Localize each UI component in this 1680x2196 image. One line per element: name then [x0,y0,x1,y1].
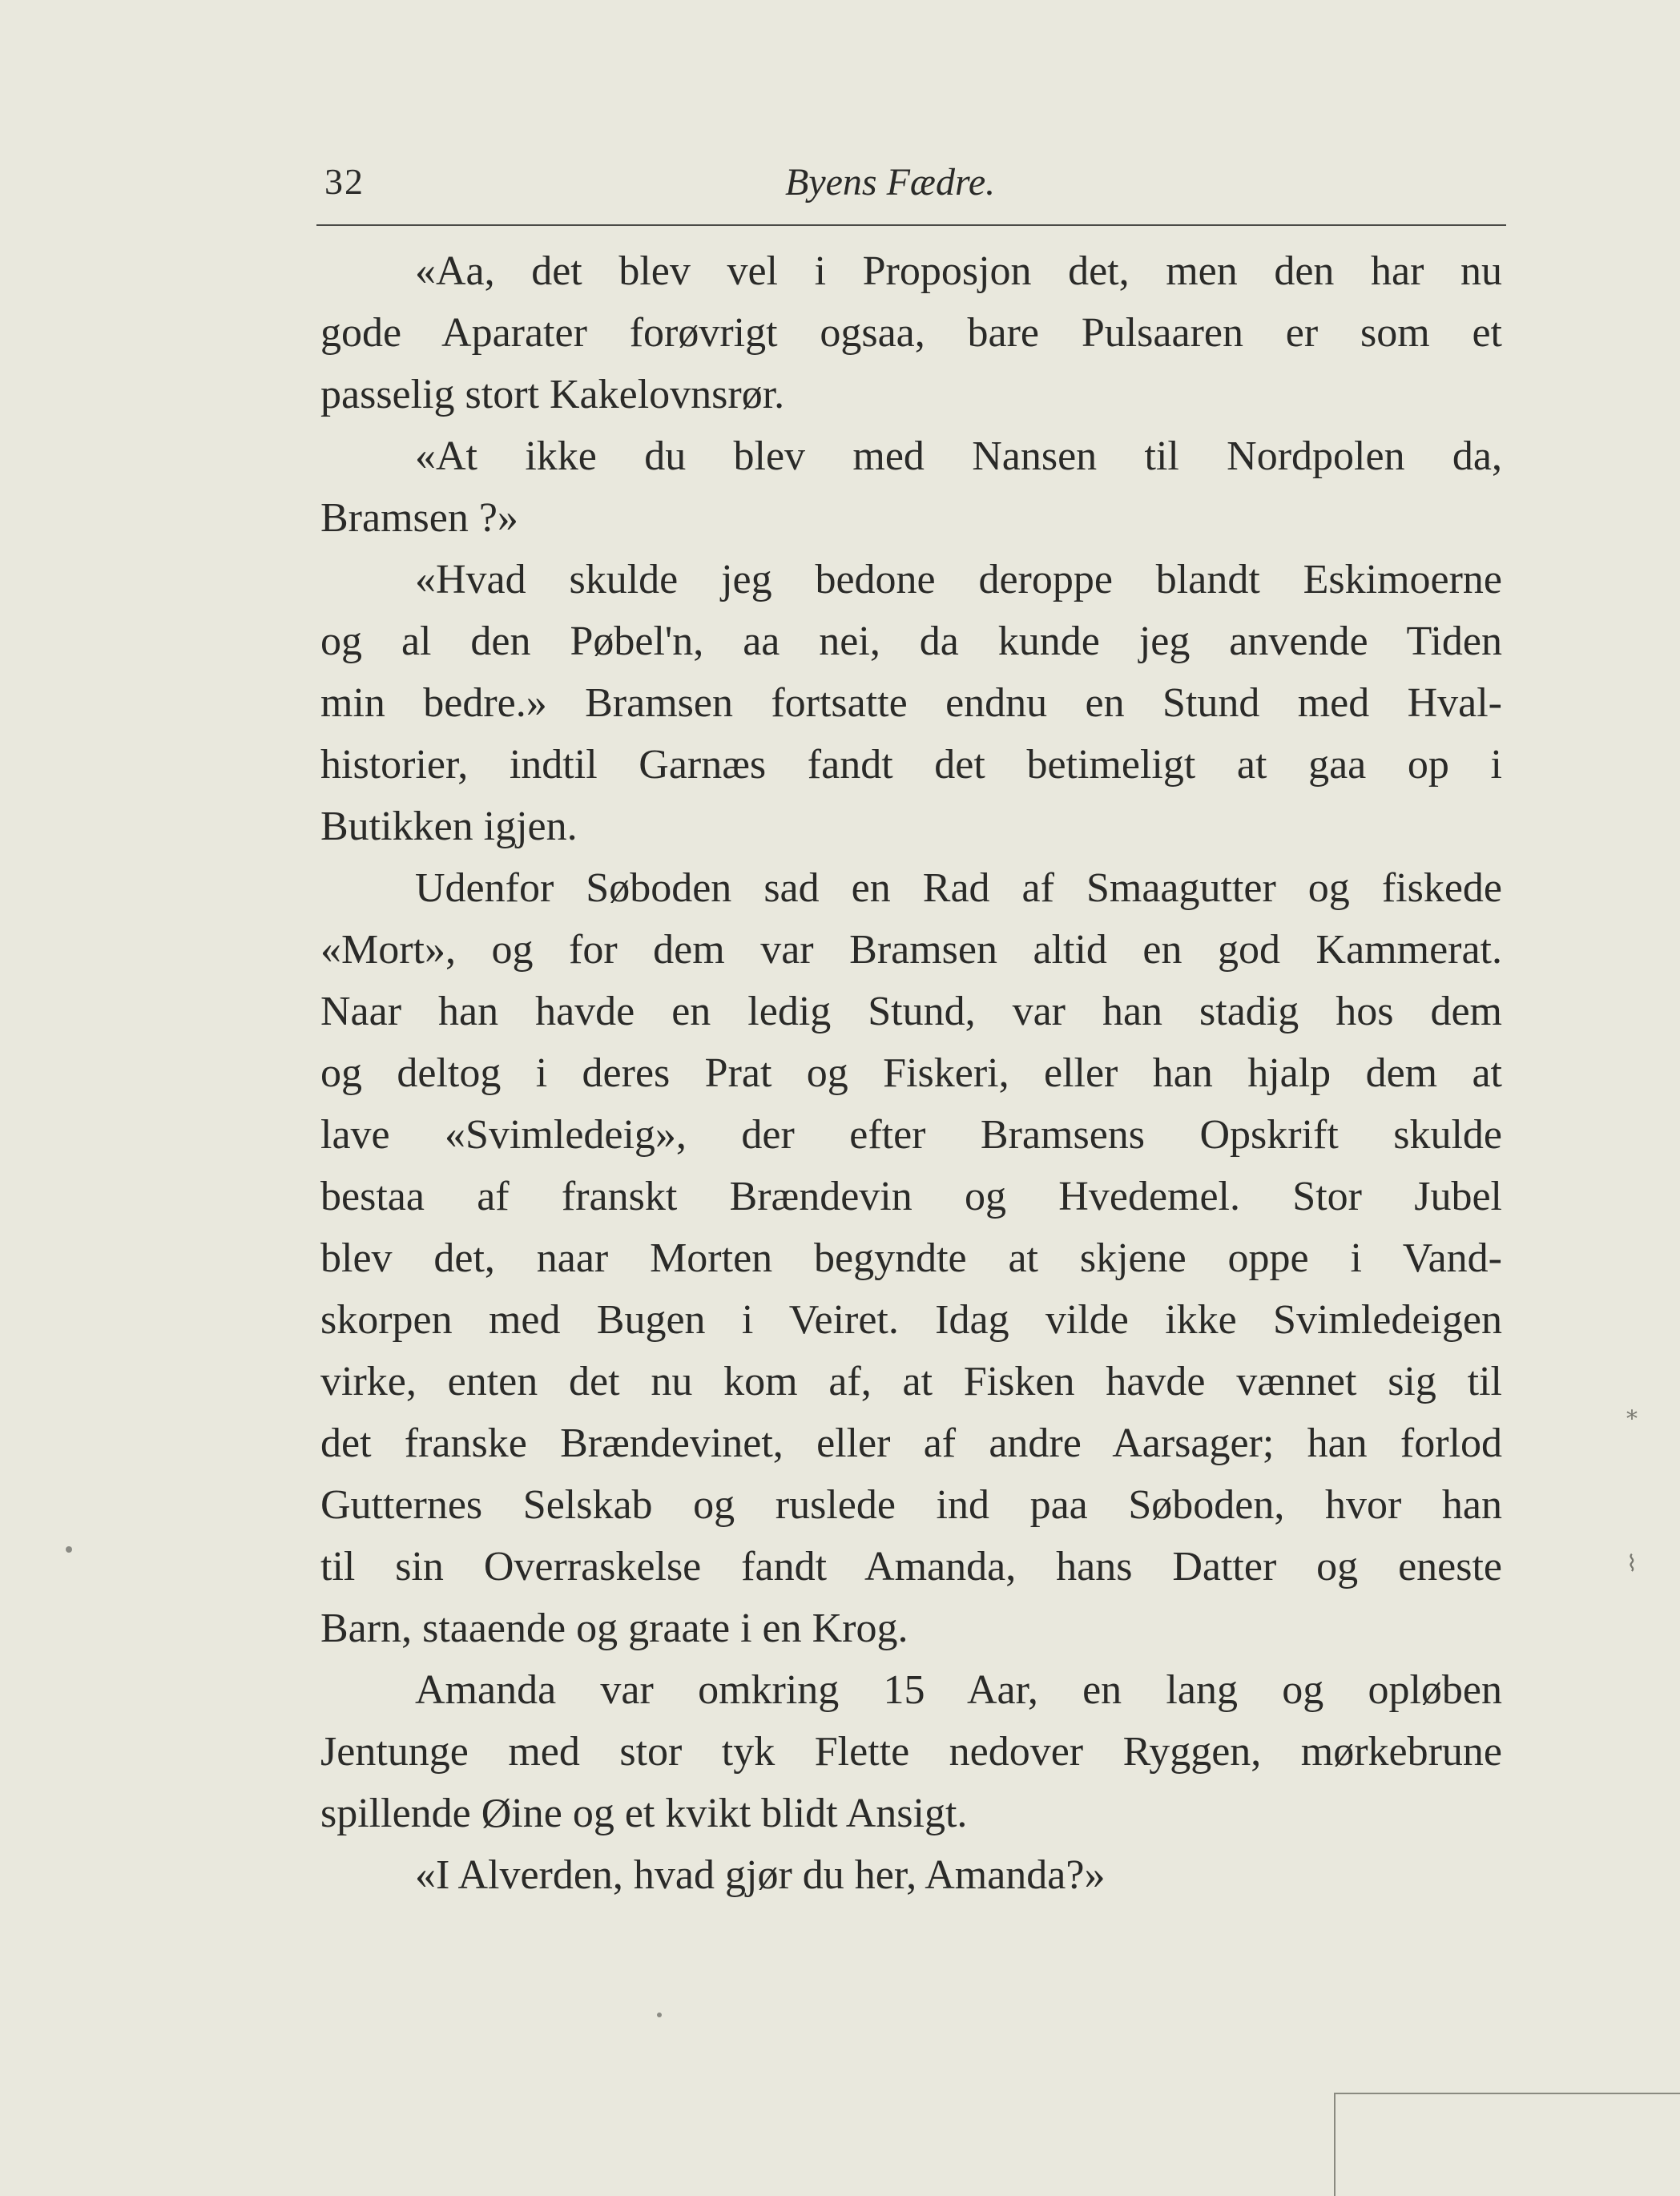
page-number: 32 [324,161,365,202]
text-line: «Hvad skulde jeg bedone deroppe blandt Eskimoerne [415,557,1502,602]
text-line: «Mort», og for dem var Bramsen altid en god Kammerat. [320,927,1502,973]
text-line: Udenfor Søboden sad en Rad af Smaagutter og fiskede [415,865,1502,911]
text-line: historier, indtil Garnæs fandt det betimeligt at gaa op i [320,742,1502,788]
text-line: gode Aparater forøvrigt ogsaa, bare Pulsaaren er som et [320,310,1502,356]
text-line: spillende Øine og et kvikt blidt Ansigt. [320,1791,968,1836]
body-text [320,240,1502,1906]
text-line: Barn, staaende og graate i en Krog. [320,1606,908,1651]
header-rule [316,224,1506,226]
margin-mark-icon: ⁎ [1626,1400,1638,1424]
text-line: og al den Pøbel'n, aa nei, da kunde jeg anvende Tiden [320,619,1502,664]
text-line: Butikken igjen. [320,804,578,849]
paper-speck [66,1546,72,1553]
text-line: min bedre.» Bramsen fortsatte endnu en Stund med Hval- [320,680,1502,726]
paper-speck [657,2013,662,2017]
running-title: Byens Fædre. [785,161,996,203]
text-line: til sin Overraskelse fandt Amanda, hans Datter og eneste [320,1544,1502,1590]
text-line: «At ikke du blev med Nansen til Nordpolen da, [415,433,1502,479]
text-line: virke, enten det nu kom af, at Fisken havde vænnet sig til [320,1359,1502,1404]
text-line: Jentunge med stor tyk Flette nedover Ryggen, mørkebrune [320,1729,1502,1775]
text-line: og deltog i deres Prat og Fiskeri, eller han hjalp dem at [320,1050,1502,1096]
text-line: bestaa af franskt Brændevin og Hvedemel. Stor Jubel [320,1174,1502,1219]
text-line: Naar han havde en ledig Stund, var han stadig hos dem [320,989,1502,1034]
text-line: skorpen med Bugen i Veiret. Idag vilde ikke Svimledeigen [320,1297,1502,1343]
text-line: Gutternes Selskab og ruslede ind paa Søboden, hvor han [320,1482,1502,1528]
page-corner-mark [1334,2093,1680,2196]
text-line: «I Alverden, hvad gjør du her, Amanda?» [415,1852,1106,1898]
text-line: «Aa, det blev vel i Proposjon det, men den har nu [415,248,1502,294]
page-header [316,160,1506,224]
text-line: passelig stort Kakelovnsrør. [320,372,785,417]
text-line: lave «Svimledeig», der efter Bramsens Opskrift skulde [320,1112,1502,1158]
text-line: Amanda var omkring 15 Aar, en lang og opløben [415,1667,1502,1713]
margin-mark-icon: ⌇ [1626,1552,1638,1577]
text-line: det franske Brændevinet, eller af andre Aarsager; han forlod [320,1420,1502,1466]
text-line: Bramsen ?» [320,495,518,541]
text-line: blev det, naar Morten begyndte at skjene oppe i Vand- [320,1235,1502,1281]
